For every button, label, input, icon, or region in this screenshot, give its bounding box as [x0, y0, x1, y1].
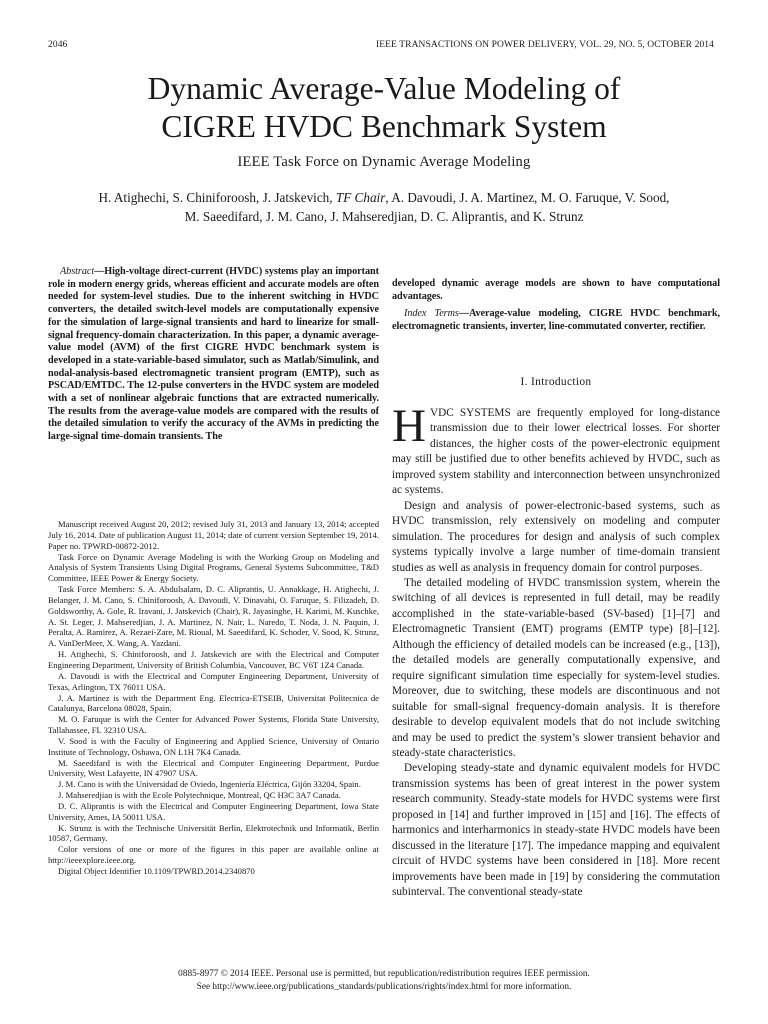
copyright-line-2: See http://www.ieee.org/publications_standards/publications/rights/index.html for more information. [196, 981, 572, 992]
index-terms [392, 308, 720, 333]
copyright-line-1: 0885-8977 © 2014 IEEE. Personal use is permitted, but republication/redistribution requires IEEE permission. [178, 969, 590, 979]
footnote: M. Saeedifard is with the Electrical and Computer Engineering Department, Purdue University, West Lafayette, IN 47907 USA. [48, 757, 379, 779]
title-line-1: Dynamic Average-Value Modeling of [147, 71, 621, 106]
footnote: V. Sood is with the Faculty of Engineering and Applied Science, University of Ontario Institute of Technology, Oshawa, ON L1H 7K4 Canada. [48, 735, 379, 757]
footnote: Color versions of one or more of the figures in this paper are available online at http://ieeexplore.ieee.org. [48, 844, 379, 866]
author-line-2: M. Saeedifard, J. M. Cano, J. Mahseredjian, D. C. Aliprantis, and K. Strunz [184, 209, 584, 224]
section-heading: I. Introduction [520, 376, 592, 388]
intro-paragraph-1 [392, 400, 720, 499]
drop-cap: H [392, 400, 426, 452]
footnote: M. O. Faruque is with the Center for Advanced Power Systems, Florida State University, Tallahassee, FL 32310 USA. [48, 714, 379, 736]
footnote: A. Davoudi is with the Electrical and Computer Engineering Department, University of Texas, Arlington, TX 76011 USA. [48, 670, 379, 692]
footnote: Manuscript received August 20, 2012; revised July 31, 2013 and January 13, 2014; accepted July 16, 2014. Date of publication August 11, 2014; date of current version September 19, 2014. Paper no. TPWRD-00872-2012. [48, 519, 379, 551]
abstract-text: —High-voltage direct-current (HVDC) systems play an important role in modern energy grids, whereas efficient and accurate models are often needed for system-level studies. Due to the inherent switching in HVDC converters, the detailed switch-level models are computationally expensive for the simulation of large-signal transients and hard to linearize for small-signal frequency-domain characterization. In this paper, a dynamic average-value model (AVM) of the first CIGRE HVDC benchmark system is developed in a state-variable-based simulator, such as Matlab/Simulink, and nodal-analysis-based electromagnetic transient program (EMTP), such as PSCAD/EMTDC. The 12-pulse converters in the HVDC system are modeled with a set of nonlinear algebraic functions that are extracted numerically. The results from the average-value models are compared with the results of the detailed simulation to verify the accuracy of the AVMs in predicting the large-signal time-domain transients. The [48, 266, 379, 443]
footnote: Task Force Members: S. A. Abdulsalam, D. C. Aliprantis, U. Annakkage, H. Atighechi, J. Belanger, J. M. Cano, S. Chiniforoosh, A. Davoudi, V. Dinavahi, O. Faruque, S. Filizadeh, D. Goldsworthy, A. Gole, R. Iravani, J. Jatskevich (Chair), R. Jayasinghe, H. Karimi, M. Kuschke, A. St. Leger, J. Mahseredjian, J. A. Martinez, N. Nair, L. Naredo, T. Noda, J. N. Paquin, J. Peralta, A. Ramirez, A. Rezaei-Zare, M. Rioual, M. Saeedifard, K. Schoder, V. Sood, K. Strunz, A. VanDerMeer, X. Wang, A. Yazdani. [48, 584, 379, 649]
abstract [48, 266, 379, 444]
running-header: IEEE TRANSACTIONS ON POWER DELIVERY, VOL. 29, NO. 5, OCTOBER 2014 [375, 40, 714, 50]
author-role: TF Chair [335, 190, 386, 205]
title-line-2: CIGRE HVDC Benchmark System [161, 109, 607, 144]
footnotes [48, 519, 379, 877]
index-terms-text: —Average-value modeling, CIGRE HVDC benchmark, electromagnetic transients, inverter, line-commutated converter, rectifier. [392, 308, 720, 332]
footnote: J. A. Martinez is with the Department Eng. Electrica-ETSEIB, Universitat Politecnica de Catalunya, Barcelona 08028, Spain. [48, 692, 379, 714]
introduction-body [392, 400, 720, 901]
authors-part-a: H. Atighechi, S. Chiniforoosh, J. Jatskevich, [98, 190, 336, 205]
footnote: D. C. Aliprantis is with the Electrical and Computer Engineering Department, Iowa State University, Ames, IA 50011 USA. [48, 800, 379, 822]
footnote: J. M. Cano is with the Universidad de Oviedo, Ingeniería Eléctrica, Gijón 33204, Spain. [58, 779, 361, 790]
abstract-continuation: developed dynamic average models are shown to have computational advantages. [392, 278, 720, 302]
author-line-1 [48, 188, 720, 207]
intro-paragraph-1-text: VDC SYSTEMS are frequently employed for long-distance transmission due to their lower electrical losses. For shorter distances, the higher costs of the power-electronic equipment may still be justified due to other benefits achieved by HVDC, such as improved system stability and interconnection between unsynchronized ac systems. [392, 407, 720, 497]
paper-title [48, 70, 720, 146]
copyright-notice [48, 968, 720, 993]
intro-paragraph-4: Developing steady-state and dynamic equivalent models for HVDC transmission systems has been of great interest in the power system research community. Steady-state models for HVDC systems were first proposed in [14] and further improved in [15] and [16]. The effects of harmonics and interharmonics in steady-state HVDC models have been discussed in the literature [17]. The impedance mapping and equivalent circuit of HVDC systems have been considered in [18]. More recent improvements have been made in [19] by considering the commutation subinterval. The conventional steady-state [392, 762, 720, 899]
footnote: J. Mahseredjian is with the Ecole Polytechnique, Montreal, QC H3C 3A7 Canada. [58, 790, 341, 801]
footnote: K. Strunz is with the Technische Universität Berlin, Elektrotechnik und Informatik, Berlin 10587, Germany. [48, 822, 379, 844]
page-number: 2046 [48, 40, 68, 50]
authors-part-b: , A. Davoudi, J. A. Martinez, M. O. Faruque, V. Sood, [385, 190, 670, 205]
abstract-lead: Abstract [60, 266, 95, 277]
index-terms-lead: Index Terms [404, 308, 459, 319]
intro-paragraph-2: Design and analysis of power-electronic-based systems, such as HVDC transmission, rely extensively on modeling and computer simulation. The procedures for design and analysis of such complex systems typically involve a large number of time-domain transient studies as well as analysis in frequency domain for control purposes. [392, 499, 720, 574]
task-force-subtitle: IEEE Task Force on Dynamic Average Modeling [237, 154, 531, 170]
intro-paragraph-3: The detailed modeling of HVDC transmission system, wherein the switching of all devices is represented in full detail, may be readily accomplished in the state-variable-based (SV-based) [1]–[7] and Electromagnetic Transient (EMT) programs (EMTP type) [8]–[12]. Although the efficiency of detailed models can be increased (e.g., [13]), the detailed models are generally computationally expensive, and require significant simulation time especially for system-level studies. Moreover, due to switching, these models are discontinuous and not suitable for small-signal frequency-domain analysis. It is therefore desirable to develop equivalent models that do not include switching and may be used to predict the system’s slower transient behavior and steady-state characteristics. [392, 576, 720, 759]
author-list [48, 188, 720, 226]
footnote: Task Force on Dynamic Average Modeling is with the Working Group on Modeling and Analysis of System Transients Using Digital Programs, General Systems Subcommittee, T&D Committee, IEEE Power & Energy Society. [48, 551, 379, 584]
footnote: H. Atighechi, S. Chiniforoosh, and J. Jatskevich are with the Electrical and Computer Engineering Department, University of British Columbia, Vancouver, BC V6T 1Z4 Canada. [48, 649, 379, 670]
doi-footnote: Digital Object Identifier 10.1109/TPWRD.2014.2340870 [58, 866, 255, 876]
